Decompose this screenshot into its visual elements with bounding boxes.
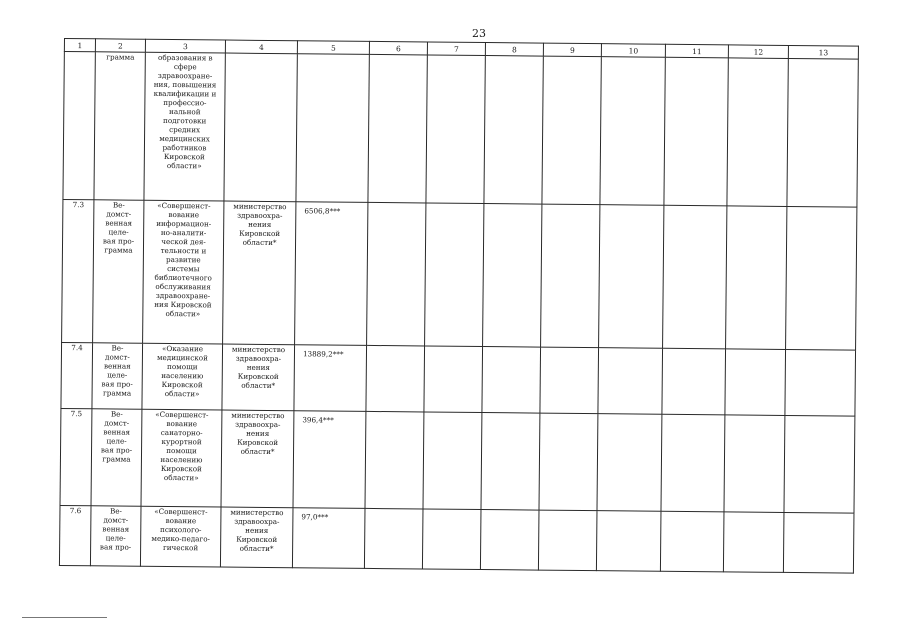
empty-cell (598, 348, 663, 415)
row-type: Ве- домст- венная целе- вая про- грамма (91, 409, 142, 506)
col-header-4: 4 (225, 40, 297, 54)
empty-cell (724, 415, 785, 513)
empty-cell (786, 206, 857, 350)
scan-edge-line (22, 617, 107, 618)
empty-cell (366, 345, 425, 412)
col-header-12: 12 (728, 45, 788, 59)
empty-cell (726, 206, 787, 350)
row-value: 6506,8*** (295, 202, 368, 346)
empty-cell (538, 510, 597, 571)
row-type: грамма (94, 52, 145, 200)
empty-cell (599, 205, 664, 349)
table-row (60, 408, 855, 513)
empty-cell (365, 411, 424, 509)
row-value: 97,0*** (292, 508, 365, 569)
empty-cell (483, 204, 542, 348)
row-value: 13889,2*** (294, 345, 367, 412)
empty-cell (600, 57, 665, 206)
row-executor: министерство здравоохра- нения Кировской области* (222, 344, 295, 411)
empty-cell (661, 414, 725, 512)
empty-cell (662, 348, 726, 415)
row-number: 7.3 (62, 199, 94, 342)
empty-cell (727, 58, 788, 207)
table-row (59, 505, 854, 573)
row-executor: министерство здравоохра- нения Кировской области* (221, 410, 294, 508)
table-row (61, 342, 856, 416)
col-header-6: 6 (369, 41, 427, 55)
row-type: Ве- домст- венная целе- вая про- (90, 506, 141, 566)
row-name: «Совершенст- вование психолого- медико-педаго- гической (140, 506, 221, 567)
col-header-9: 9 (543, 43, 601, 57)
col-header-3: 3 (145, 39, 225, 53)
col-header-8: 8 (485, 43, 543, 57)
empty-cell (664, 57, 728, 206)
row-type: Ве- домст- венная целе- вая про- грамма (92, 343, 143, 409)
empty-cell (596, 511, 661, 572)
row-number: 7.6 (59, 505, 91, 565)
empty-cell (368, 54, 427, 203)
empty-cell (725, 349, 786, 416)
program-table-wrapper (59, 38, 858, 574)
row-number: 7.4 (61, 342, 93, 408)
row-name: «Оказание медицинской помощи населению Кировской области» (142, 343, 223, 410)
table-row (62, 199, 857, 350)
row-name: «Совершенст- вование санаторно- курортной помощи населению Кировской области» (141, 409, 222, 507)
table-row (63, 52, 858, 208)
empty-cell (482, 347, 541, 414)
empty-cell (539, 413, 598, 511)
empty-cell (663, 205, 727, 349)
col-header-13: 13 (788, 45, 858, 59)
empty-cell (540, 347, 599, 414)
empty-cell (597, 414, 662, 512)
empty-cell (423, 412, 482, 510)
empty-cell (426, 55, 485, 204)
empty-cell (367, 202, 426, 346)
row-number (63, 52, 95, 200)
page-number: 23 (472, 27, 486, 40)
empty-cell (425, 203, 484, 347)
empty-cell (542, 56, 601, 205)
program-table (59, 38, 859, 574)
col-header-1: 1 (64, 39, 95, 52)
empty-cell (481, 413, 540, 511)
empty-cell (424, 346, 483, 413)
row-value (296, 54, 369, 203)
empty-cell (364, 508, 423, 569)
row-name: образования в сфере здравоохране- ния, повышения квалификации и профессио- нальной подготовки средних медицинских работников Кировской области» (144, 52, 225, 201)
row-name: «Совершенст- вование информацион- но-аналити- ческой дея- тельности и развитие системы библиотечного обслуживания здравоохране- ния Кировской области» (143, 200, 224, 344)
empty-cell (783, 512, 854, 573)
row-value: 396,4*** (293, 411, 366, 509)
empty-cell (422, 509, 481, 570)
empty-cell (660, 511, 724, 572)
col-header-5: 5 (297, 41, 369, 55)
empty-cell (723, 512, 784, 573)
row-type: Ве- домст- венная целе- вая про- грамма (93, 200, 144, 343)
empty-cell (480, 510, 539, 571)
col-header-7: 7 (427, 42, 485, 56)
row-executor: министерство здравоохра- нения Кировской области* (220, 507, 293, 568)
row-number: 7.5 (60, 408, 92, 505)
empty-cell (784, 415, 855, 513)
empty-cell (787, 58, 858, 207)
row-executor: министерство здравоохра- нения Кировской области* (223, 201, 296, 345)
empty-cell (484, 56, 543, 205)
col-header-10: 10 (601, 44, 665, 58)
col-header-2: 2 (95, 39, 145, 52)
col-header-11: 11 (665, 44, 728, 58)
empty-cell (541, 204, 600, 348)
empty-cell (785, 349, 856, 416)
row-executor (224, 53, 297, 202)
